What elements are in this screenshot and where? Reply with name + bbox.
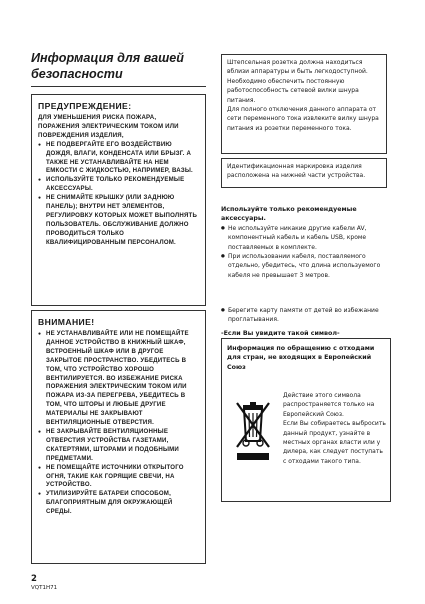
accessories-heading: Используйте только рекомендуемые аксессуары. bbox=[221, 206, 357, 223]
disposal-heading: Информация по обращению с отходами для стран, не входящих в Европейский Союз bbox=[227, 345, 375, 371]
document-code: VQT1H71 bbox=[31, 585, 58, 591]
warning-intro: ДЛЯ УМЕНЬШЕНИЯ РИСКА ПОЖАРА, ПОРАЖЕНИЯ ЭЛЕКТРИЧЕСКИМ ТОКОМ ИЛИ ПОВРЕЖДЕНИЯ ИЗДЕЛИЯ, bbox=[38, 114, 179, 139]
warning-item: ● ИСПОЛЬЗУЙТЕ ТОЛЬКО РЕКОМЕНДУЕМЫЕ АКСЕССУАРЫ. bbox=[38, 176, 199, 194]
disposal-text-1: Действие этого символа распространяется только на Европейский Союз. bbox=[283, 392, 375, 418]
socket-text-1: Штепсельная розетка должна находиться вблизи аппаратуры и быть легкодоступной. Необходимо обеспечить постоянную работоспособность сетевой вилки шнура питания. bbox=[227, 59, 368, 104]
id-marking-text: Идентификационная маркировка изделия расположена на нижней части устройства. bbox=[227, 163, 366, 180]
caution-box bbox=[31, 310, 206, 564]
caution-list bbox=[38, 330, 199, 517]
memory-card-item: ● Берегите карту памяти от детей во избежание проглатывания. bbox=[221, 306, 391, 325]
caution-item: ● НЕ ПОМЕЩАЙТЕ ИСТОЧНИКИ ОТКРЫТОГО ОГНЯ, ТАКИЕ КАК ГОРЯЩИЕ СВЕЧИ, НА УСТРОЙСТВО. bbox=[38, 464, 199, 491]
warning-item: ● НЕ ПОДВЕРГАЙТЕ ЕГО ВОЗДЕЙСТВИЮ ДОЖДЯ, ВЛАГИ, КОНДЕНСАТА ИЛИ БРЫЗГ. А ТАКЖЕ НЕ УСТАНАВЛИВАЙТЕ НА НЕМ ЕМКОСТИ С ЖИДКОСТЬЮ, НАПРИМЕР, ВАЗЫ. bbox=[38, 141, 199, 177]
id-marking-box bbox=[221, 158, 387, 188]
page-number: 2 bbox=[31, 574, 37, 584]
accessories-list bbox=[221, 224, 391, 280]
symbol-heading: -Если Вы увидите такой символ- bbox=[221, 330, 340, 337]
socket-box bbox=[221, 54, 387, 154]
warning-box bbox=[31, 94, 206, 306]
disposal-info-box bbox=[221, 338, 391, 502]
accessories-item: ● При использовании кабеля, поставляемого отдельно, убедитесь, что длина используемого кабеля не превышает 3 метров. bbox=[221, 252, 391, 280]
accessories-section bbox=[221, 205, 391, 280]
warning-item: ● НЕ СНИМАЙТЕ КРЫШКУ (ИЛИ ЗАДНЮЮ ПАНЕЛЬ); ВНУТРИ НЕТ ЭЛЕМЕНТОВ, РЕГУЛИРОВКУ КОТОРЫХ МОЖЕТ ВЫПОЛНЯТЬ ПОЛЬЗОВАТЕЛЬ. ОБСЛУЖИВАНИЕ ДОЛЖНО ПРОВОДИТЬСЯ ТОЛЬКО КВАЛИФИЦИРОВАННЫМ ПЕРСОНАЛОМ. bbox=[38, 194, 199, 247]
caution-heading: ВНИМАНИЕ! bbox=[38, 317, 95, 327]
page-title: Информация для вашей безопасности bbox=[31, 51, 184, 81]
crossed-bin-icon bbox=[233, 399, 273, 465]
caution-item: ● УТИЛИЗИРУЙТЕ БАТАРЕИ СПОСОБОМ, БЛАГОПРИЯТНЫМ ДЛЯ ОКРУЖАЮЩЕЙ СРЕДЫ. bbox=[38, 490, 199, 517]
disposal-text-2: Если Вы собираетесь выбросить данный продукт, узнайте в местных органах власти или у дилера, как следует поступать с отходами такого типа. bbox=[283, 420, 386, 465]
caution-item: ● НЕ ЗАКРЫВАЙТЕ ВЕНТИЛЯЦИОННЫЕ ОТВЕРСТИЯ УСТРОЙСТВА ГАЗЕТАМИ, СКАТЕРТЯМИ, ШТОРАМИ И ПОДОБНЫМИ ПРЕДМЕТАМИ. bbox=[38, 428, 199, 464]
warning-list bbox=[38, 141, 199, 248]
socket-text-2: Для полного отключения данного аппарата от сети переменного тока извлеките вилку шнура питания из розетки переменного тока. bbox=[227, 106, 379, 132]
caution-item: ● НЕ УСТАНАВЛИВАЙТЕ ИЛИ НЕ ПОМЕЩАЙТЕ ДАННОЕ УСТРОЙСТВО В КНИЖНЫЙ ШКАФ, ВСТРОЕННЫЙ ШКАФ ИЛИ В ДРУГОЕ ЗАКРЫТОЕ ПРОСТРАНСТВО. УБЕДИТЕСЬ В ТОМ, ЧТО УСТРОЙСТВО ХОРОШО ВЕНТИЛИРУЕТСЯ. ВО ИЗБЕЖАНИЕ РИСКА ПОРАЖЕНИЯ ЭЛЕКТРИЧЕСКИМ ТОКОМ ИЛИ ПОЖАРА ИЗ-ЗА ПЕРЕГРЕВА, УБЕДИТЕСЬ В ТОМ, ЧТО ШТОРЫ И ЛЮБЫЕ ДРУГИЕ МАТЕРИАЛЫ НЕ ЗАКРЫВАЮТ ВЕНТИЛЯЦИОННЫЕ ОТВЕРСТИЯ. bbox=[38, 330, 199, 428]
memory-card-list bbox=[221, 306, 391, 325]
memory-card-section bbox=[221, 306, 391, 325]
accessories-item: ● Не используйте никакие другие кабели AV, компонентный кабель и кабель USB, кроме поставляемых в комплекте. bbox=[221, 224, 391, 252]
warning-heading: ПРЕДУПРЕЖДЕНИЕ: bbox=[38, 101, 132, 111]
title-divider bbox=[31, 86, 206, 87]
